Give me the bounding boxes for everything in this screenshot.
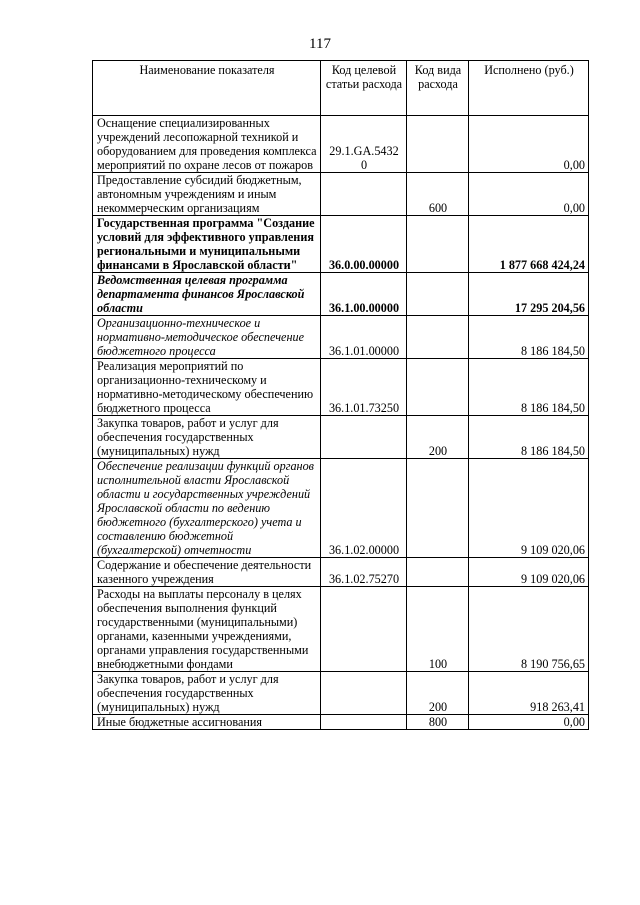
row-executed-amount: 17 295 204,56 (469, 273, 589, 316)
table-row (93, 359, 589, 416)
table-row (93, 672, 589, 715)
row-executed-amount: 0,00 (469, 116, 589, 173)
row-target-article-code (321, 672, 407, 715)
row-indicator-name: Организационно-техническое и нормативно-методическое обеспечение бюджетного процесса (93, 316, 321, 359)
row-target-article-code: 36.1.01.00000 (321, 316, 407, 359)
row-indicator-name: Закупка товаров, работ и услуг для обеспечения государственных (муниципальных) нужд (93, 672, 321, 715)
header-expense-type-code: Код вида расхода (407, 61, 469, 116)
budget-execution-table (92, 60, 589, 730)
row-executed-amount: 8 186 184,50 (469, 359, 589, 416)
table-row (93, 216, 589, 273)
row-indicator-name: Расходы на выплаты персоналу в целях обеспечения выполнения функций государственными (муниципальными) органами, казенными учреждениями, органами управления государственными внебюджетными фондами (93, 587, 321, 672)
row-executed-amount: 8 190 756,65 (469, 587, 589, 672)
table-header-row (93, 61, 589, 116)
row-expense-type-code (407, 273, 469, 316)
row-target-article-code: 29.1.GA.5432 0 (321, 116, 407, 173)
row-indicator-name: Предоставление субсидий бюджетным, автономным учреждениям и иным некоммерческим организациям (93, 173, 321, 216)
row-indicator-name: Оснащение специализированных учреждений лесопожарной техникой и оборудованием для проведения комплекса мероприятий по охране лесов от пожаров (93, 116, 321, 173)
row-executed-amount: 1 877 668 424,24 (469, 216, 589, 273)
row-indicator-name: Ведомственная целевая программа департамента финансов Ярославской области (93, 273, 321, 316)
row-indicator-name: Иные бюджетные ассигнования (93, 715, 321, 730)
row-indicator-name: Государственная программа "Создание условий для эффективного управления региональными и муниципальными финансами в Ярославской области" (93, 216, 321, 273)
row-expense-type-code (407, 459, 469, 558)
table-row (93, 715, 589, 730)
row-target-article-code: 36.0.00.00000 (321, 216, 407, 273)
header-target-article-code: Код целевой статьи расхода (321, 61, 407, 116)
page-number: 117 (309, 36, 331, 52)
row-executed-amount: 9 109 020,06 (469, 459, 589, 558)
header-executed-amount: Исполнено (руб.) (469, 61, 589, 116)
row-target-article-code: 36.1.02.00000 (321, 459, 407, 558)
row-expense-type-code: 600 (407, 173, 469, 216)
row-executed-amount: 918 263,41 (469, 672, 589, 715)
row-indicator-name: Содержание и обеспечение деятельности казенного учреждения (93, 558, 321, 587)
table-row (93, 316, 589, 359)
row-expense-type-code: 800 (407, 715, 469, 730)
row-target-article-code: 36.1.00.00000 (321, 273, 407, 316)
header-indicator-name: Наименование показателя (93, 61, 321, 116)
row-executed-amount: 0,00 (469, 715, 589, 730)
row-executed-amount: 9 109 020,06 (469, 558, 589, 587)
table-row (93, 558, 589, 587)
row-expense-type-code: 200 (407, 416, 469, 459)
row-target-article-code (321, 416, 407, 459)
table-row (93, 416, 589, 459)
row-expense-type-code: 200 (407, 672, 469, 715)
row-executed-amount: 0,00 (469, 173, 589, 216)
table-row (93, 273, 589, 316)
table-row (93, 173, 589, 216)
row-indicator-name: Закупка товаров, работ и услуг для обеспечения государственных (муниципальных) нужд (93, 416, 321, 459)
row-target-article-code (321, 587, 407, 672)
row-target-article-code: 36.1.02.75270 (321, 558, 407, 587)
row-expense-type-code (407, 359, 469, 416)
row-target-article-code (321, 173, 407, 216)
row-expense-type-code (407, 116, 469, 173)
table-row (93, 459, 589, 558)
row-executed-amount: 8 186 184,50 (469, 316, 589, 359)
table-row (93, 116, 589, 173)
row-executed-amount: 8 186 184,50 (469, 416, 589, 459)
row-indicator-name: Обеспечение реализации функций органов исполнительной власти Ярославской области и государственных учреждений Ярославской области по ведению бюджетного (бухгалтерского) учета и составлению бюджетной (бухгалтерской) отчетности (93, 459, 321, 558)
row-expense-type-code (407, 316, 469, 359)
row-target-article-code: 36.1.01.73250 (321, 359, 407, 416)
row-expense-type-code (407, 558, 469, 587)
row-target-article-code (321, 715, 407, 730)
row-indicator-name: Реализация мероприятий по организационно-техническому и нормативно-методическому обеспечению бюджетного процесса (93, 359, 321, 416)
row-expense-type-code (407, 216, 469, 273)
table-row (93, 587, 589, 672)
row-expense-type-code: 100 (407, 587, 469, 672)
